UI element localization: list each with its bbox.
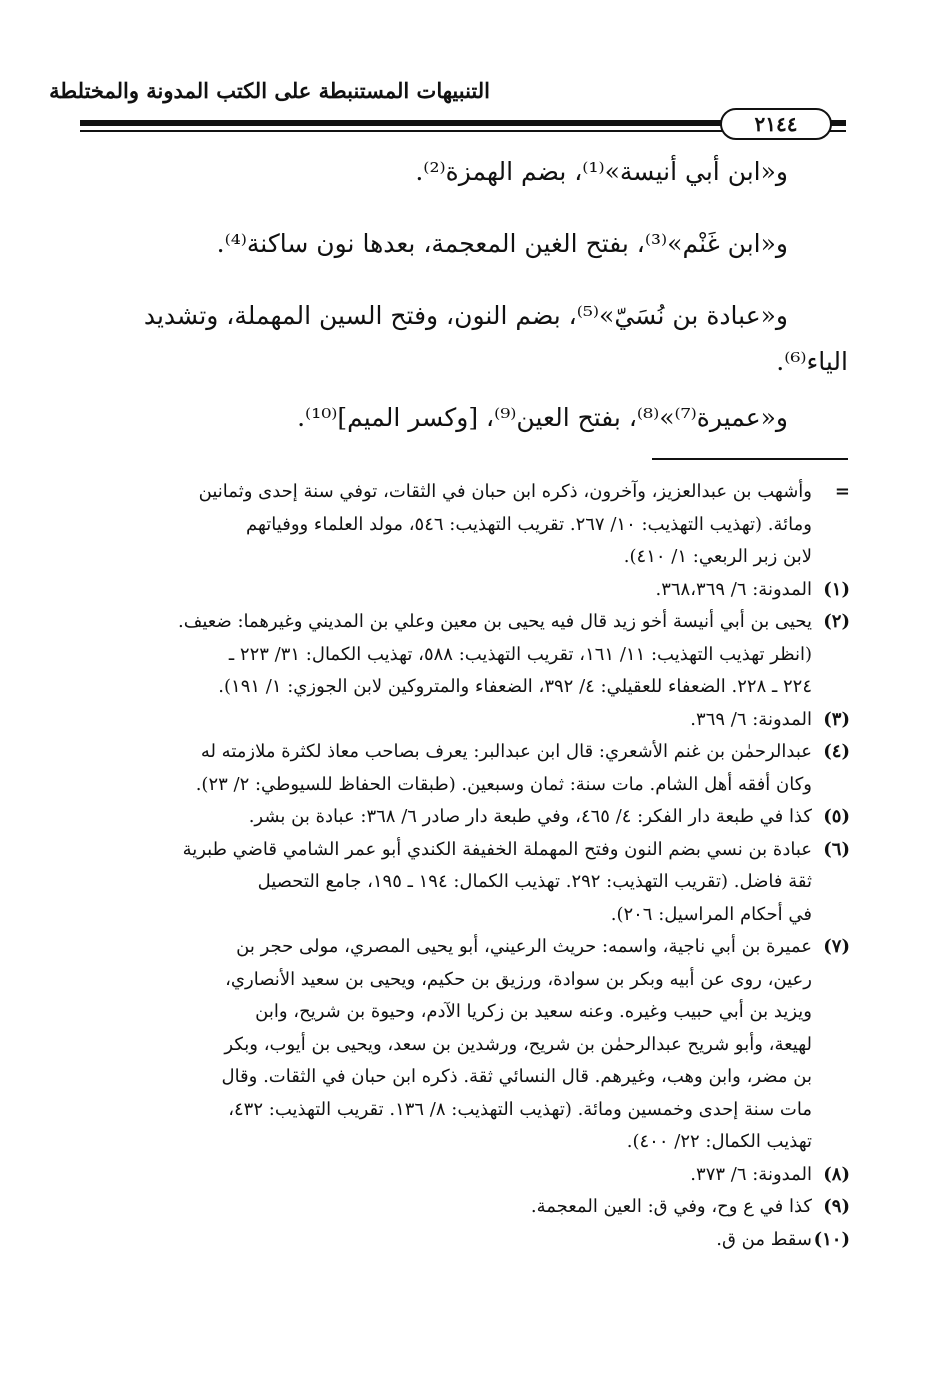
footnote-number: (٦) [823, 838, 850, 860]
footnote-number: (٤) [823, 741, 850, 762]
page-number-badge: ٢١٤٤ [720, 108, 832, 140]
footnote-number: (٢) [823, 611, 850, 632]
footnote-number: (٨) [823, 1163, 850, 1185]
footnote-item [82, 1159, 850, 1192]
footnote-number: (١) [823, 578, 850, 600]
footnote-line: المدونة: ٦/ ٣٦٩. [690, 708, 812, 730]
footnote-text [82, 476, 812, 574]
main-line: و«ابن غَنْم»⁽³⁾، بفتح الغين المعجمة، بعدها نون ساكنة⁽⁴⁾. [216, 229, 788, 258]
footnote-line: بن مضر، وابن وهب، وغيرهم. قال النسائي ثقة. ذكره ابن حبان في الثقات. وقال [221, 1066, 812, 1087]
footnote-text [82, 931, 812, 1159]
running-header-title: التنبيهات المستنبطة على الكتب المدونة والمختلطة [49, 78, 490, 103]
footnote-item [82, 834, 850, 932]
main-text-block [78, 148, 848, 442]
footnote-line: وأشهب بن عبدالعزيز، وآخرون، ذكره ابن حبان في الثقات، توفي سنة إحدى وثمانين [198, 481, 812, 502]
footnote-line: المدونة: ٦/ ٣٧٣. [690, 1163, 812, 1185]
footnote-item [82, 801, 850, 834]
footnote-line: ويزيد بن أبي حبيب وغيره. وعنه سعيد بن زكريا الآدم، وحيوة بن شريح، وابن [255, 1001, 812, 1022]
footnote-text [82, 1191, 812, 1224]
footnote-line: عميرة بن أبي ناجية، واسمه: حريث الرعيني، أبو يحيى المصري، مولى حجر بن [236, 936, 812, 957]
footnote-line: لهيعة، وأبو شريح عبدالرحمٰن بن شريح، ورشدين بن سعد، ويحيى بن أيوب، وبكر [224, 1033, 812, 1055]
footnote-line: ٢٢٤ ـ ٢٢٨. الضعفاء للعقيلي: ٤/ ٣٩٢، الضعفاء والمتروكين لابن الجوزي: ١/ ١٩١). [218, 676, 812, 697]
footnote-line: لابن زبر الربعي: ١/ ٤١٠). [623, 546, 812, 567]
footnote-text [82, 574, 812, 607]
footnote-line: كذا في طبعة دار الفكر: ٤/ ٤٦٥، وفي طبعة دار صادر ٦/ ٣٦٨: عبادة بن بشر. [248, 806, 812, 827]
footnote-item [82, 704, 850, 737]
footnote-text [82, 1224, 812, 1257]
footnote-line: ومائة. (تهذيب التهذيب: ١٠/ ٢٦٧. تقريب التهذيب: ٥٤٦، مولد العلماء ووفياتهم [246, 513, 812, 535]
footnote-item [82, 1191, 850, 1224]
footnote-line: عبدالرحمٰن بن غنم الأشعري: قال ابن عبدالبر: يعرف بصاحب معاذ لكثرة ملازمته له [200, 741, 812, 762]
main-line: و«عبادة بن نُسَيّ»⁽⁵⁾، بضم النون، وفتح السين المهملة، وتشديد [143, 301, 788, 330]
footnote-number: (٧) [823, 936, 850, 957]
footnote-line: رعين، روى عن أبيه وبكر بن سوادة، ورزيق بن حكيم، ويحيى بن سعيد الأنصاري، [225, 968, 812, 990]
footnote-line: في أحكام المراسيل: ٢٠٦). [610, 903, 812, 925]
footnote-line: وكان أفقه أهل الشام. مات سنة: ثمان وسبعين. (طبقات الحفاظ للسيوطي: ٢/ ٢٣). [195, 773, 812, 795]
footnote-line: ثقة فاضل. (تقريب التهذيب: ٢٩٢. تهذيب الكمال: ١٩٤ ـ ١٩٥، جامع التحصيل [257, 871, 812, 892]
footnote-number: (٩) [823, 1196, 850, 1217]
footnote-text [82, 606, 812, 704]
main-line: و«ابن أبي أنيسة»⁽¹⁾، بضم الهمزة⁽²⁾. [415, 157, 788, 186]
footnote-line: سقط من ق. [716, 1228, 812, 1250]
footnote-line: (انظر تهذيب التهذيب: ١١/ ١٦١، تقريب التهذيب: ٥٨٨، تهذيب الكمال: ٣١/ ٢٢٣ ـ [228, 643, 812, 665]
footnotes-list [82, 476, 850, 1256]
footnote-item [82, 736, 850, 801]
footnote-line: المدونة: ٦/ ٣٦٨،٣٦٩. [655, 578, 812, 600]
main-line: و«عميرة⁽⁷⁾»⁽⁸⁾، بفتح العين⁽⁹⁾، [وكسر الميم]⁽¹⁰⁾. [297, 403, 788, 432]
footnote-item [82, 1224, 850, 1257]
footnote-number: (٥) [823, 806, 850, 827]
footnote-line: كذا في ع وح، وفي ق: العين المعجمة. [530, 1196, 812, 1217]
footnote-item [82, 476, 850, 574]
footnote-text [82, 704, 812, 737]
footnote-item [82, 574, 850, 607]
main-line: الياء⁽⁶⁾. [776, 347, 848, 376]
footnote-item [82, 606, 850, 704]
footnote-number: (٣) [823, 708, 850, 730]
footnote-text [82, 834, 812, 932]
footnote-marker: = [834, 481, 850, 502]
footnote-line: تهذيب الكمال: ٢٢/ ٤٠٠). [626, 1131, 812, 1152]
footnote-line: مات سنة إحدى وخمسين ومائة. (تهذيب التهذيب: ٨/ ١٣٦. تقريب التهذيب: ٤٣٢، [228, 1098, 812, 1120]
footnote-text [82, 736, 812, 801]
footnote-number: (١٠) [813, 1228, 850, 1250]
footnote-text [82, 1159, 812, 1192]
footnote-line: يحيى بن أبي أنيسة أخو زيد قال فيه يحيى بن معين وعلي بن المديني وغيرهما: ضعيف. [178, 611, 812, 632]
footnote-item [82, 931, 850, 1159]
footnote-line: عبادة بن نسي بضم النون وفتح المهملة الخفيفة الكندي أبو عمر الشامي قاضي طبرية [182, 838, 812, 860]
footnote-separator [652, 458, 848, 460]
footnote-text [82, 801, 812, 834]
